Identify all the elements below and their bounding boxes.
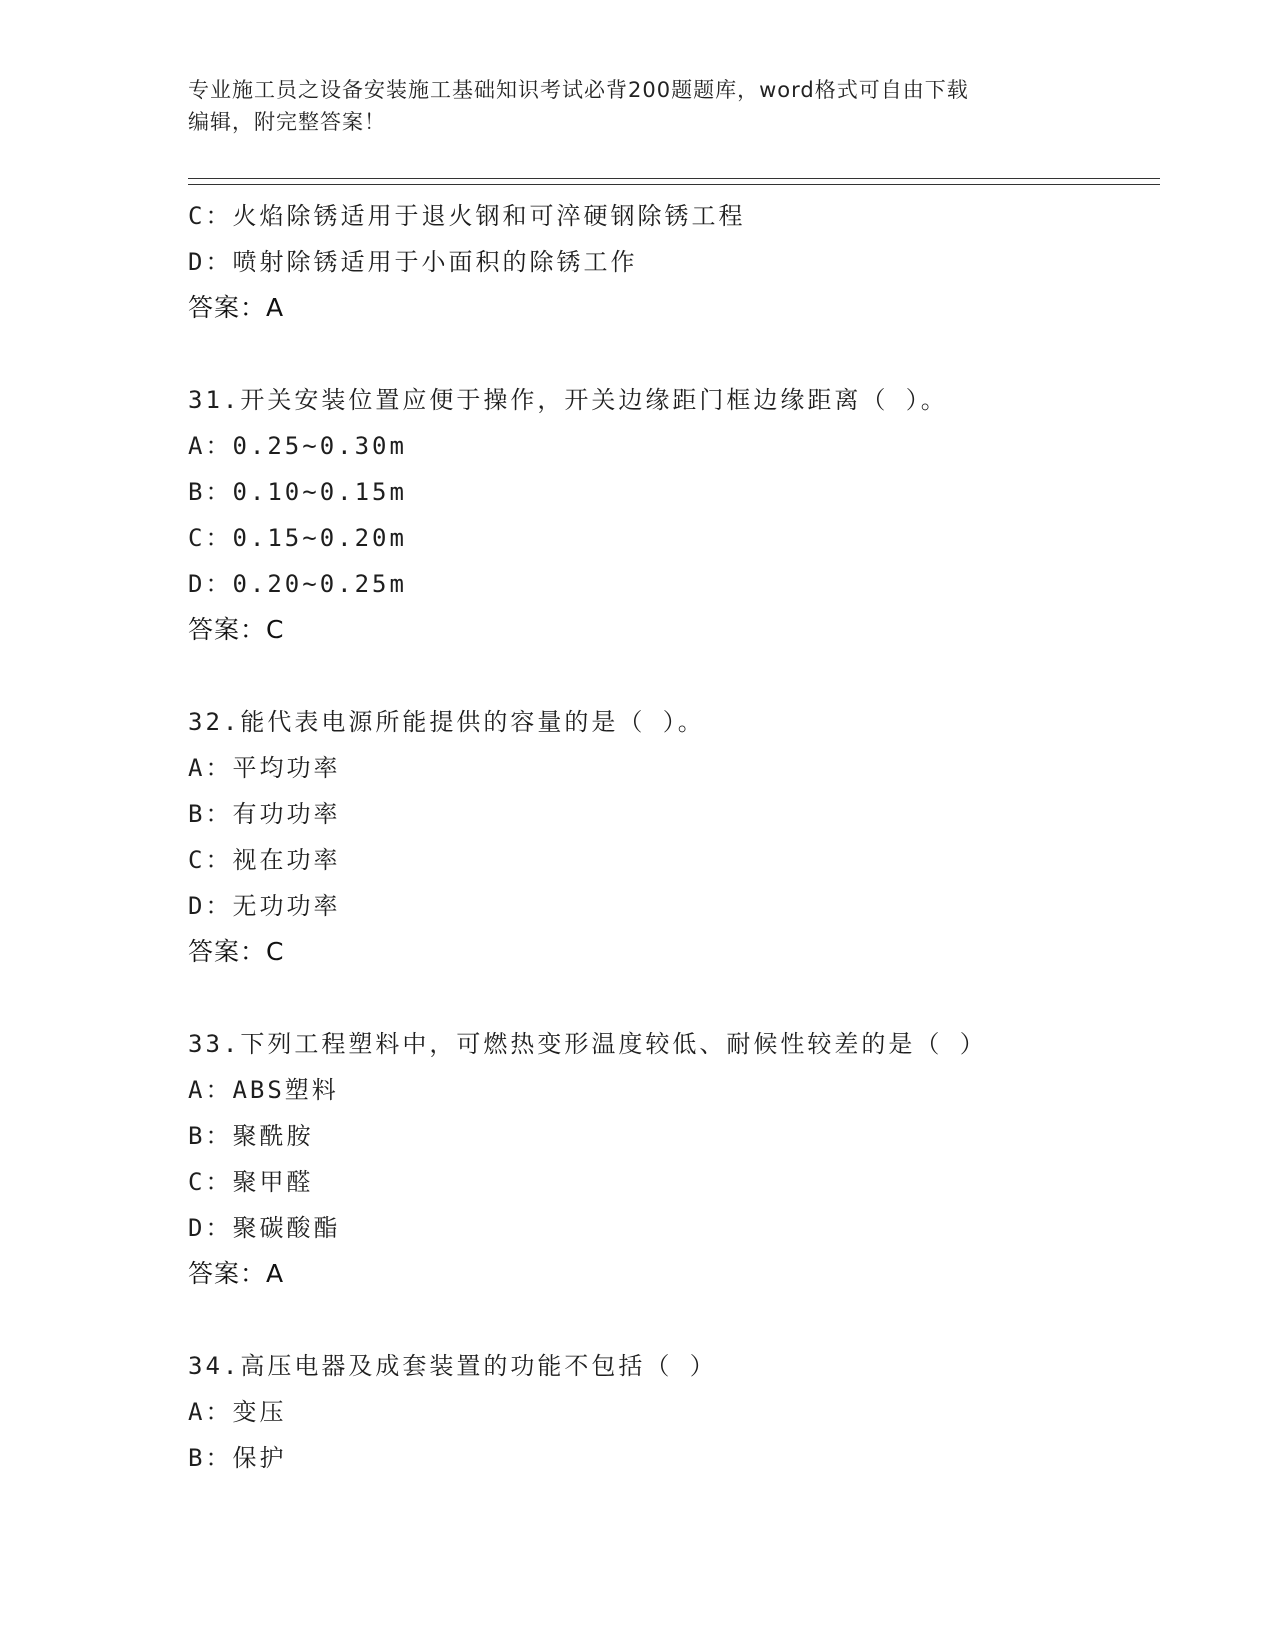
option-a: A：0.25~0.30m xyxy=(188,432,407,460)
option-b: B：有功功率 xyxy=(188,800,341,828)
question-stem: 34.高压电器及成套装置的功能不包括（ ） xyxy=(188,1352,717,1380)
question-block-31 xyxy=(188,377,1160,653)
question-stem: 33.下列工程塑料中，可燃热变形温度较低、耐候性较差的是（ ） xyxy=(188,1030,987,1058)
option-c: C：视在功率 xyxy=(188,846,341,874)
header-divider-top xyxy=(188,178,1160,179)
option-d: D：喷射除锈适用于小面积的除锈工作 xyxy=(188,248,638,276)
option-c: C：聚甲醛 xyxy=(188,1168,314,1196)
option-a: A：ABS塑料 xyxy=(188,1076,339,1104)
spacer xyxy=(188,331,1160,377)
header-line-2: 编辑，附完整答案！ xyxy=(188,110,386,134)
header-line-1: 专业施工员之设备安装施工基础知识考试必背200题题库，word格式可自由下载 xyxy=(188,78,969,102)
question-block-34 xyxy=(188,1343,1160,1481)
option-b: B：0.10~0.15m xyxy=(188,478,407,506)
option-c: C：0.15~0.20m xyxy=(188,524,407,552)
header-divider-bottom xyxy=(188,184,1160,185)
spacer xyxy=(188,653,1160,699)
option-b: B：聚酰胺 xyxy=(188,1122,314,1150)
option-a: A：平均功率 xyxy=(188,754,341,782)
answer-line: 答案：A xyxy=(188,293,285,322)
option-c: C：火焰除锈适用于退火钢和可淬硬钢除锈工程 xyxy=(188,202,746,230)
document-header xyxy=(188,74,1088,138)
question-block-prev xyxy=(188,193,1160,331)
answer-line: 答案：A xyxy=(188,1259,285,1288)
option-d: D：无功功率 xyxy=(188,892,341,920)
answer-line: 答案：C xyxy=(188,615,285,644)
question-stem: 31.开关安装位置应便于操作，开关边缘距门框边缘距离（ ）。 xyxy=(188,386,948,414)
question-stem: 32.能代表电源所能提供的容量的是（ ）。 xyxy=(188,708,705,736)
option-a: A：变压 xyxy=(188,1398,287,1426)
option-b: B：保护 xyxy=(188,1444,287,1472)
answer-line: 答案：C xyxy=(188,937,285,966)
question-block-33 xyxy=(188,1021,1160,1297)
option-d: D：0.20~0.25m xyxy=(188,570,407,598)
question-block-32 xyxy=(188,699,1160,975)
option-d: D：聚碳酸酯 xyxy=(188,1214,341,1242)
spacer xyxy=(188,975,1160,1021)
question-list xyxy=(188,193,1160,1481)
spacer xyxy=(188,1297,1160,1343)
